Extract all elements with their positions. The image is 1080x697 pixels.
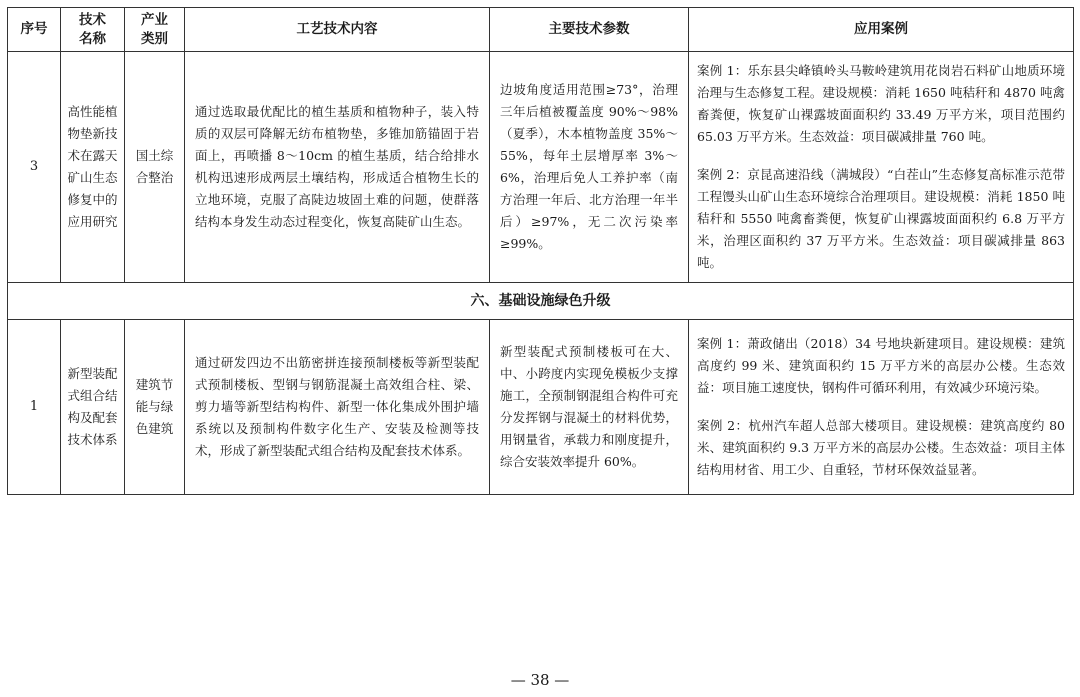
industry-category: 建筑节能与绿色建筑: [125, 320, 185, 495]
table-row: [8, 52, 1074, 283]
case-item: 案例 2：京昆高速沿线（满城段）“白茬山”生态修复高标准示范带工程馒头山矿山生态环境综合治理项目。建设规模：消耗 1850 吨秸秆和 5550 吨禽畜粪便，恢复矿山裸露坡面面积约 6.8 万平方米，治理区面积约 37 万平方米。生态效益：项目碳减排量 863 吨。: [697, 167, 1065, 270]
case-item: 案例 2：杭州汽车超人总部大楼项目。建设规模：建筑高度约 80 米、建筑面积约 9.3 万平方米的高层办公楼。生态效益：项目主体结构用材省、用工少、自重轻，节材环保效益显著。: [697, 418, 1065, 477]
header-name: 技术名称: [61, 8, 125, 52]
technology-table: [7, 7, 1074, 495]
header-category: 产业类别: [125, 8, 185, 52]
application-cases: [689, 52, 1074, 283]
technology-name: 新型装配式组合结构及配套技术体系: [61, 320, 125, 495]
technical-parameters: 新型装配式预制楼板可在大、中、小跨度内实现免模板少支撑施工，全预制钢混组合构件可充分发挥钢与混凝土的材料优势，用钢量省，承载力和刚度提升，综合安装效率提升 60%。: [490, 320, 689, 495]
section-title: 六、基础设施绿色升级: [8, 283, 1074, 320]
case-item: 案例 1：乐东县尖峰镇岭头马鞍岭建筑用花岗岩石料矿山地质环境治理与生态修复工程。建设规模：消耗 1650 吨秸秆和 4870 吨禽畜粪便，恢复矿山裸露坡面面积约 33.49 万平方米，项目范围约 65.03 万平方米。生态效益：项目碳减排量 760 吨。: [697, 63, 1065, 144]
industry-category: 国土综合整治: [125, 52, 185, 283]
page-number: — 38 —: [510, 671, 570, 689]
process-content: 通过研发四边不出筋密拼连接预制楼板等新型装配式预制楼板、型钢与钢筋混凝土高效组合柱、梁、剪力墙等新型结构构件、新型一体化集成外围护墙系统以及预制构件数字化生产、安装及检测等技术，形成了新型装配式组合结构及配套技术体系。: [185, 320, 490, 495]
process-content: 通过选取最优配比的植生基质和植物种子，装入特质的双层可降解无纺布植物垫，多锥加筋锚固于岩面上，再喷播 8～10cm 的植生基质，结合给排水机构迅速形成两层土壤结构，形成适合植物生长的立地环境，克服了高陡边坡固土难的问题，使群落结构本身发生动态过程变化，恢复高陡矿山生态。: [185, 52, 490, 283]
table-row: [8, 320, 1074, 495]
header-row: [8, 8, 1074, 52]
case-item: 案例 1：萧政储出（2018）34 号地块新建项目。建设规模：建筑高度约 99 米、建筑面积约 15 万平方米的高层办公楼。生态效益：项目施工速度快，钢构件可循环利用，有效减少环境污染。: [697, 336, 1065, 395]
header-process: 工艺技术内容: [185, 8, 490, 52]
technology-name: 高性能植物垫新技术在露天矿山生态修复中的应用研究: [61, 52, 125, 283]
application-cases: [689, 320, 1074, 495]
header-no: 序号: [8, 8, 61, 52]
header-params: 主要技术参数: [490, 8, 689, 52]
row-number: 1: [8, 320, 61, 495]
technical-parameters: 边坡角度适用范围≥73°，治理三年后植被覆盖度 90%～98%（夏季），木本植物盖度 35%～55%，每年土层增厚率 3%～6%，治理后免人工养护率（南方治理一年后、北方治理一年半后）≥97%，无二次污染率≥99%。: [490, 52, 689, 283]
header-cases: 应用案例: [689, 8, 1074, 52]
row-number: 3: [8, 52, 61, 283]
section-row: [8, 283, 1074, 320]
